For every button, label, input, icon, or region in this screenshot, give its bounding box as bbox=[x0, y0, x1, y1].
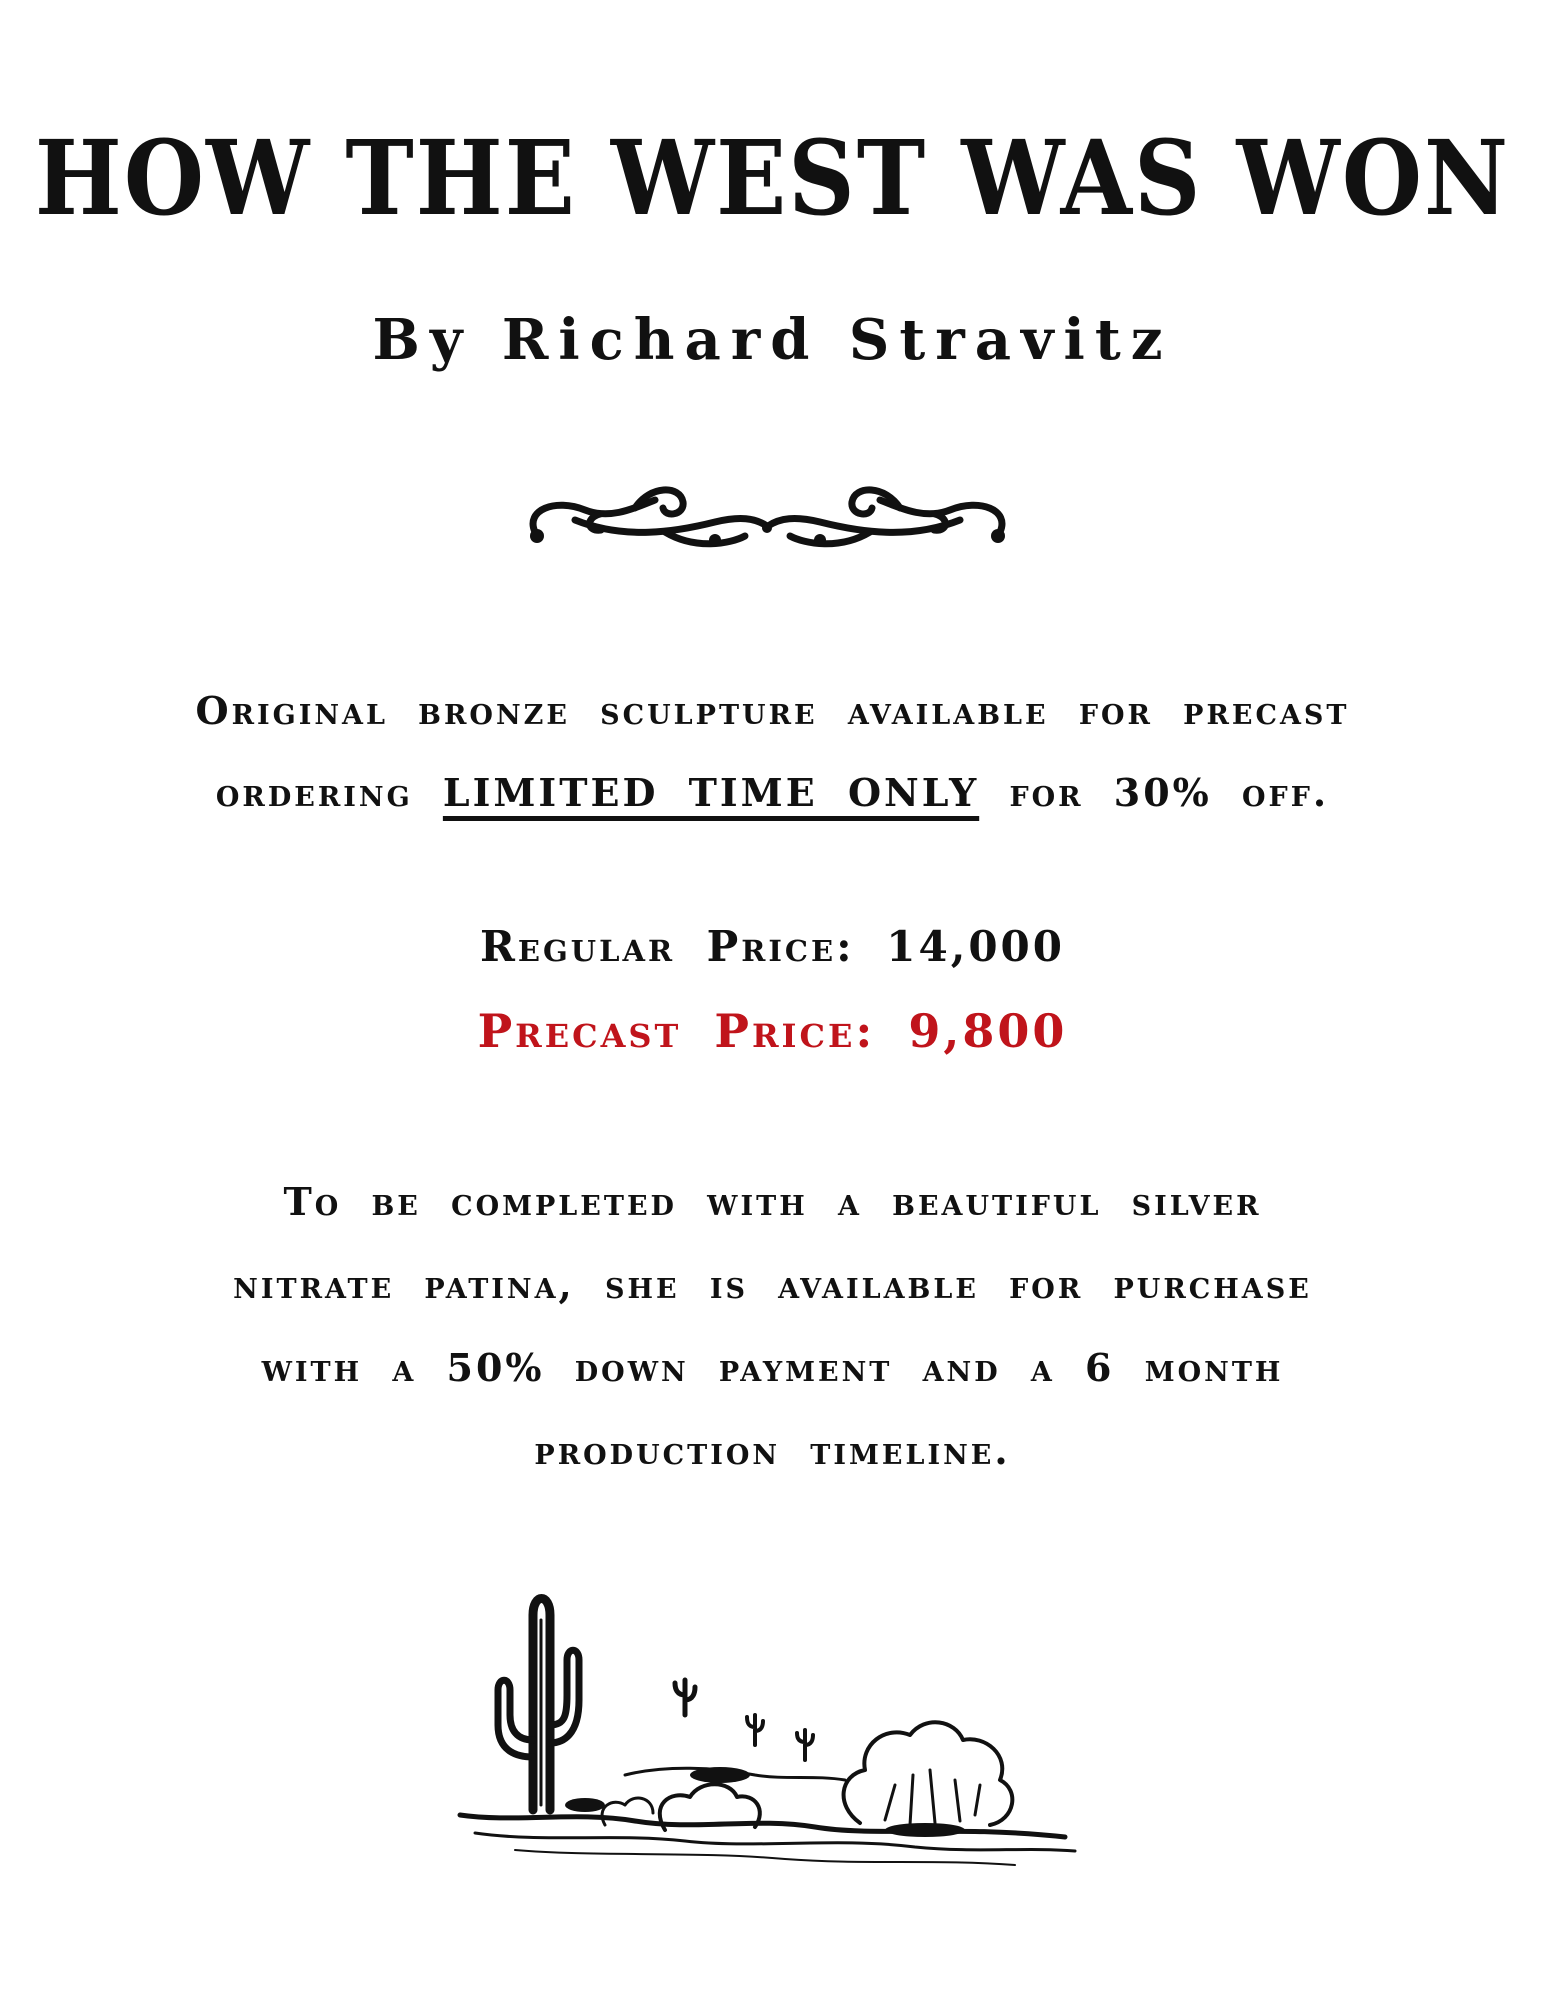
ornamental-flourish-icon bbox=[515, 470, 1020, 560]
limited-time-highlight: LIMITED TIME ONLY bbox=[442, 770, 980, 815]
precast-price bbox=[0, 995, 1545, 1067]
regular-price bbox=[0, 912, 1545, 982]
regular-price-value: 14,000 bbox=[886, 922, 1065, 971]
offer-text-end: for 30% off. bbox=[1009, 770, 1330, 815]
precast-price-value: 9,800 bbox=[908, 1004, 1068, 1058]
offer-description bbox=[150, 670, 1395, 834]
offer-text-start: Original bronze sculpture available for precast ordering bbox=[195, 688, 1350, 815]
precast-price-label: Precast Price: bbox=[477, 1004, 876, 1058]
artist-byline: By Richard Stravitz bbox=[372, 307, 1173, 373]
page-title: HOW THE WEST WAS WON bbox=[34, 117, 1511, 239]
desert-cactus-illustration-icon bbox=[455, 1575, 1085, 1875]
purchase-terms: To be completed with a beautiful silver nitrate patina, she is available for purchase with a 50% down payment and a 6 month production timeline. bbox=[233, 1179, 1312, 1473]
regular-price-label: Regular Price: bbox=[480, 922, 855, 971]
